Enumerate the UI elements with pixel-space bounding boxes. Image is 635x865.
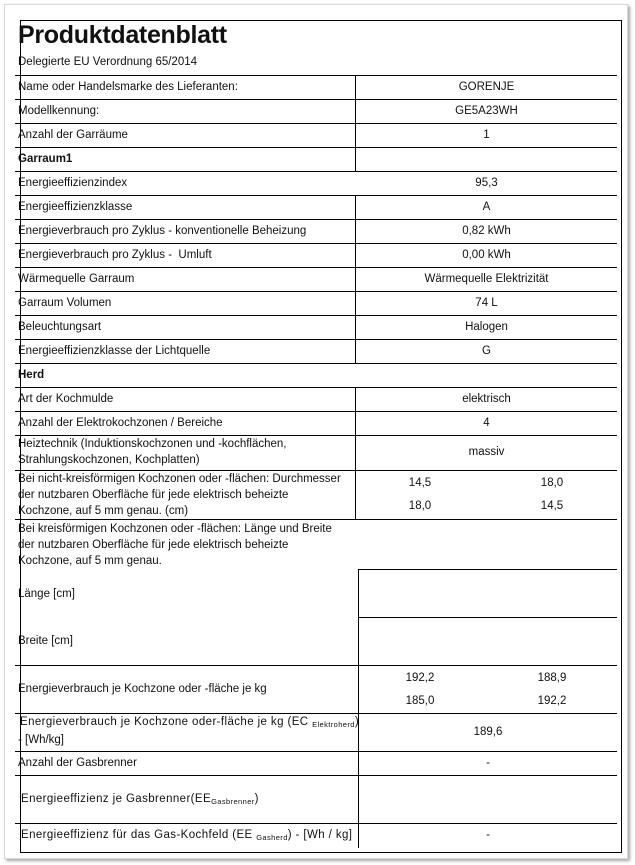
- zones-count-label: Anzahl der Elektrokochzonen / Bereiche: [18, 417, 223, 429]
- ec-electric-hob-label-line2: - [Wh/kg]: [18, 734, 65, 746]
- ee-burner-label-end: ): [254, 793, 259, 805]
- oven-count-label: Anzahl der Garräume: [18, 129, 128, 141]
- divider: [15, 411, 617, 412]
- non-circular-label-line3: Kochzone, auf 5 mm genau. (cm): [18, 505, 189, 517]
- divider: [15, 339, 617, 340]
- page-title: Produktdatenblatt: [18, 21, 227, 49]
- divider: [15, 243, 617, 244]
- non-circular-value: 14,5: [408, 477, 432, 489]
- section-heading-herd: Herd: [18, 369, 45, 381]
- heating-tech-value: massiv: [468, 446, 505, 458]
- divider: [15, 665, 617, 666]
- supplier-label: Name oder Handelsmarke des Lieferanten:: [18, 81, 238, 93]
- divider: [15, 315, 617, 316]
- eei-value: 95,3: [475, 177, 498, 189]
- energy-class-label: Energieeffizienzklasse: [18, 201, 133, 213]
- heating-tech-label-line2: Strahlungskochzonen, Kochplatten): [18, 454, 200, 466]
- volume-value: 74 L: [475, 297, 498, 309]
- non-circular-label-line1: Bei nicht-kreisförmigen Kochzonen oder -flächen: Durchmesser: [18, 473, 341, 485]
- eei-label: Energieeffizienzindex: [18, 177, 128, 189]
- heating-tech-label-line1: Heiztechnik (Induktionskochzonen und -kochflächen,: [18, 438, 287, 450]
- width-label: Breite [cm]: [18, 635, 73, 647]
- divider: [15, 195, 617, 196]
- divider: [15, 775, 617, 776]
- ee-gas-burner-label: [21, 791, 259, 810]
- light-energy-class-value: G: [482, 345, 491, 357]
- section-heading-garraum: Garraum1: [18, 153, 73, 165]
- non-circular-value: 18,0: [408, 500, 432, 512]
- non-circular-value: 14,5: [540, 500, 564, 512]
- consumption-per-zone-value: 192,2: [537, 695, 567, 707]
- heat-source-value: Wärmequelle Elektrizität: [424, 273, 549, 285]
- gas-burner-count-label: Anzahl der Gasbrenner: [18, 757, 137, 769]
- ee-hob-label-text: Energieeffizienz für das Gas-Kochfeld (EE: [21, 829, 257, 841]
- circular-label-line2: der nutzbaren Oberfläche für jede elektrisch beheizte: [18, 539, 289, 551]
- ec-label-text: Energieverbrauch je Kochzone oder-fläche je kg (EC: [20, 716, 313, 728]
- ec-electric-hob-value: 189,6: [473, 726, 503, 738]
- ec-electric-hob-label: [20, 714, 359, 733]
- divider: [15, 75, 617, 76]
- length-label: Länge [cm]: [18, 588, 75, 600]
- circular-label-line3: Kochzone, auf 5 mm genau.: [18, 555, 162, 567]
- circular-label-line1: Bei kreisförmigen Kochzonen oder -flächen: Länge und Breite: [18, 523, 332, 535]
- model-label: Modellkennung:: [18, 105, 100, 117]
- column-divider: [358, 569, 359, 848]
- consumption-conventional-value: 0,82 kWh: [462, 225, 511, 237]
- regulation-subtitle: Delegierte EU Verordnung 65/2014: [18, 56, 198, 68]
- non-circular-label-line2: der nutzbaren Oberfläche für jede elektrisch beheizte: [18, 489, 289, 501]
- heat-source-label: Wärmequelle Garraum: [18, 273, 135, 285]
- divider: [15, 147, 617, 148]
- divider: [15, 387, 617, 388]
- consumption-fan-value: 0,00 kWh: [462, 249, 511, 261]
- ec-label-end: ): [354, 716, 360, 728]
- supplier-value: GORENJE: [458, 81, 515, 93]
- energy-class-value: A: [482, 201, 491, 213]
- divider: [15, 99, 617, 100]
- divider: [15, 171, 617, 172]
- divider: [15, 751, 617, 752]
- divider: [358, 617, 617, 618]
- zones-count-value: 4: [483, 417, 490, 429]
- consumption-per-zone-value: 188,9: [537, 672, 567, 684]
- light-energy-class-label: Energieeffizienzklasse der Lichtquelle: [18, 345, 211, 357]
- ee-hob-label-end: ) - [Wh / kg]: [287, 829, 353, 841]
- non-circular-value: 18,0: [540, 477, 564, 489]
- ee-burner-label-subscript: Gasbrenner: [211, 797, 255, 806]
- divider: [358, 569, 617, 570]
- lighting-type-value: Halogen: [465, 321, 508, 333]
- divider: [15, 291, 617, 292]
- hob-type-value: elektrisch: [462, 393, 511, 405]
- consumption-per-zone-value: 192,2: [405, 672, 435, 684]
- oven-count-value: 1: [483, 129, 490, 141]
- lighting-type-label: Beleuchtungsart: [18, 321, 102, 333]
- volume-label: Garraum Volumen: [18, 297, 112, 309]
- ee-hob-label-subscript: Gasherd: [256, 833, 288, 842]
- divider: [15, 823, 617, 824]
- ee-gas-hob-value: -: [486, 829, 490, 841]
- divider: [15, 267, 617, 268]
- ee-gas-hob-label: [21, 827, 352, 846]
- ec-label-subscript: Elektroherd: [312, 720, 355, 729]
- hob-type-label: Art der Kochmulde: [18, 393, 114, 405]
- model-value: GE5A23WH: [455, 105, 518, 117]
- ee-burner-label-text: Energieeffizienz je Gasbrenner(EE: [21, 793, 212, 805]
- gas-burner-count-value: -: [486, 757, 490, 769]
- divider: [15, 363, 617, 364]
- consumption-fan-label: Energieverbrauch pro Zyklus - Umluft: [18, 249, 212, 261]
- consumption-conventional-label: Energieverbrauch pro Zyklus - konventionelle Beheizung: [18, 225, 307, 237]
- divider: [15, 219, 617, 220]
- divider: [15, 123, 617, 124]
- consumption-per-zone-value: 185,0: [405, 695, 435, 707]
- consumption-per-zone-label: Energieverbrauch je Kochzone oder -fläche je kg: [18, 683, 267, 695]
